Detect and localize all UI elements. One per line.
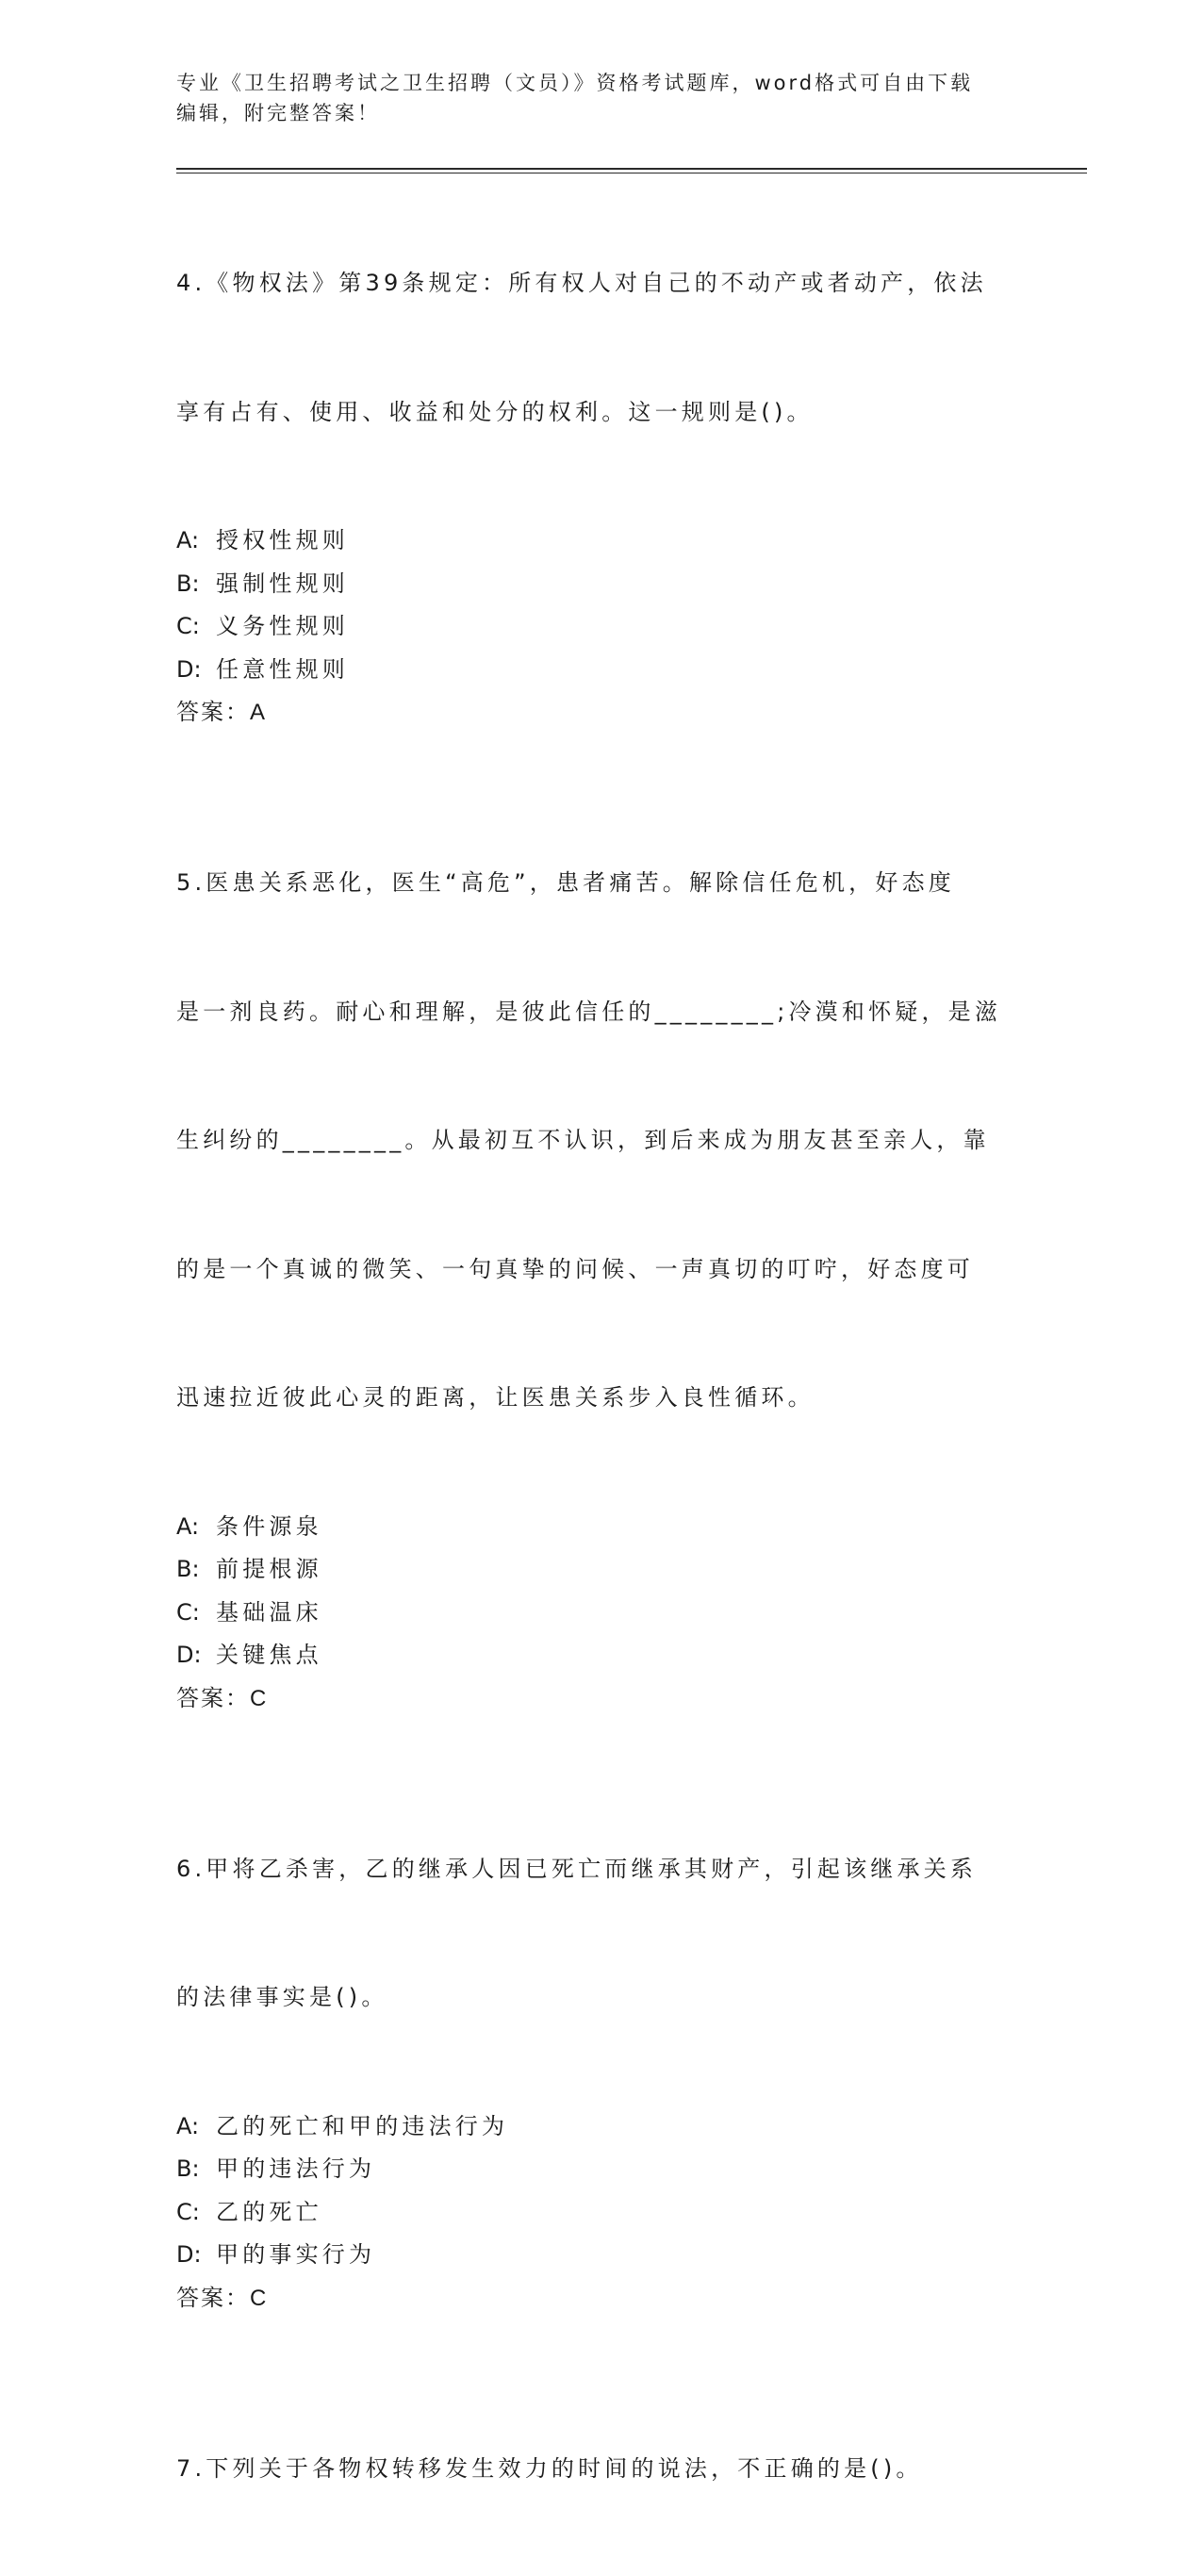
- stem-line: 的是一个真诚的微笑、一句真挚的问候、一声真切的叮咛，好态度可: [176, 1248, 1025, 1292]
- option-text: 前提根源: [216, 1556, 322, 1582]
- option-text: 甲的事实行为: [216, 2241, 375, 2268]
- stem-line: 4.《物权法》第39条规定：所有权人对自己的不动产或者动产，依法: [176, 262, 1025, 305]
- option-letter: A:: [176, 2105, 216, 2149]
- stem-line: 5.医患关系恶化，医生“高危”，患者痛苦。解除信任危机，好态度: [176, 862, 1025, 905]
- option-letter: A:: [176, 520, 216, 563]
- question-4: [176, 176, 1025, 735]
- option-text: 基础温床: [216, 1599, 322, 1626]
- option-text: 任意性规则: [216, 656, 349, 683]
- option-text: 乙的死亡: [216, 2199, 322, 2225]
- option-letter: D:: [176, 2234, 216, 2277]
- option-letter: B:: [176, 563, 216, 606]
- stem-line: 是一剂良药。耐心和理解，是彼此信任的________;冷漠和怀疑，是滋: [176, 991, 1025, 1034]
- question-list: [176, 176, 1025, 2576]
- document-header: [176, 68, 1006, 128]
- question-7: [176, 2362, 1025, 2576]
- stem-line: 迅速拉近彼此心灵的距离，让医患关系步入良性循环。: [176, 1377, 1025, 1420]
- option-d: [176, 2234, 1025, 2277]
- option-letter: C:: [176, 2191, 216, 2235]
- header-line-1: 专业《卫生招聘考试之卫生招聘（文员）》资格考试题库，word格式可自由下载: [176, 68, 1006, 98]
- question-stem: [176, 176, 1025, 520]
- option-d: [176, 1634, 1025, 1677]
- option-a: [176, 1506, 1025, 1549]
- option-a: [176, 2105, 1025, 2149]
- option-text: 甲的违法行为: [216, 2155, 375, 2182]
- answer-label: 答案：A: [176, 691, 1025, 735]
- option-letter: D:: [176, 1634, 216, 1677]
- answer-label: 答案：C: [176, 2277, 1025, 2320]
- option-letter: C:: [176, 605, 216, 649]
- header-divider-thick: [176, 168, 1087, 170]
- option-c: [176, 605, 1025, 649]
- stem-line: 6.甲将乙杀害，乙的继承人因已死亡而继承其财产，引起该继承关系: [176, 1848, 1025, 1891]
- header-line-2: 编辑，附完整答案！: [176, 98, 1006, 128]
- option-text: 义务性规则: [216, 613, 349, 639]
- option-d: [176, 649, 1025, 692]
- question-6: [176, 1762, 1025, 2320]
- option-text: 条件源泉: [216, 1513, 322, 1540]
- answer-label: 答案：C: [176, 1677, 1025, 1721]
- spacer: [176, 2320, 1025, 2362]
- option-letter: D:: [176, 649, 216, 692]
- stem-line: 生纠纷的________。从最初互不认识，到后来成为朋友甚至亲人，靠: [176, 1119, 1025, 1163]
- option-text: 关键焦点: [216, 1642, 322, 1668]
- spacer: [176, 735, 1025, 776]
- option-text: 强制性规则: [216, 570, 349, 597]
- option-b: [176, 1548, 1025, 1592]
- option-letter: C:: [176, 1592, 216, 1635]
- option-text: 授权性规则: [216, 527, 349, 553]
- question-stem: [176, 2362, 1025, 2576]
- option-a: [176, 520, 1025, 563]
- option-b: [176, 2148, 1025, 2191]
- option-b: [176, 563, 1025, 606]
- question-stem: [176, 776, 1025, 1506]
- option-c: [176, 1592, 1025, 1635]
- stem-line: 的法律事实是()。: [176, 1976, 1025, 2020]
- option-letter: B:: [176, 2148, 216, 2191]
- option-c: [176, 2191, 1025, 2235]
- spacer: [176, 1721, 1025, 1762]
- stem-line: 7.下列关于各物权转移发生效力的时间的说法，不正确的是()。: [176, 2448, 1025, 2491]
- stem-line: 享有占有、使用、收益和处分的权利。这一规则是()。: [176, 391, 1025, 435]
- question-5: [176, 776, 1025, 1721]
- option-text: 乙的死亡和甲的违法行为: [216, 2113, 508, 2139]
- question-stem: [176, 1762, 1025, 2105]
- option-letter: B:: [176, 1548, 216, 1592]
- option-letter: A:: [176, 1506, 216, 1549]
